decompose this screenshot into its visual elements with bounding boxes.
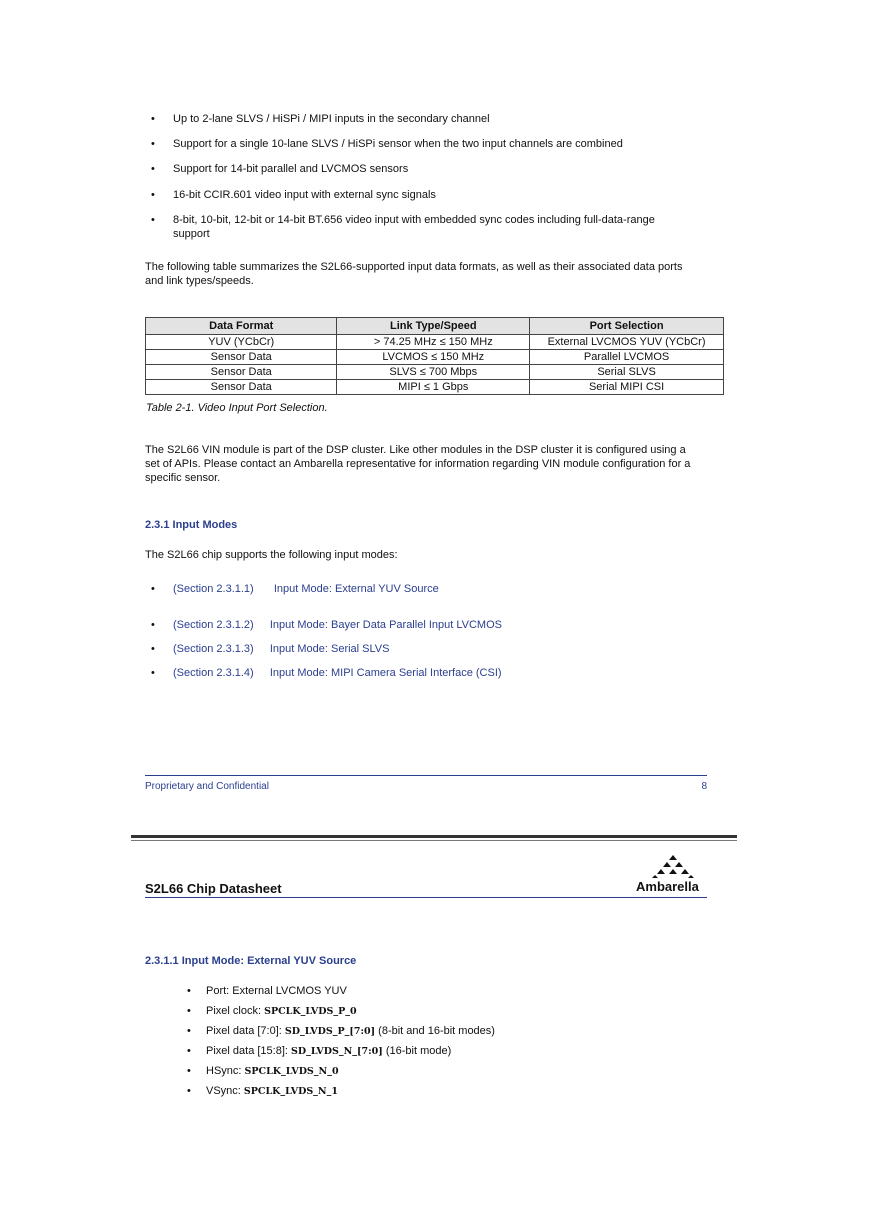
bullet-dot: • xyxy=(151,643,155,655)
mode-label: Input Mode: Serial SLVS xyxy=(269,643,390,655)
page-break-divider xyxy=(131,840,737,841)
vin-paragraph-line: set of APIs. Please contact an Ambarella representative for information regarding VIN module configuration for a xyxy=(145,458,691,470)
vin-paragraph-line: The S2L66 VIN module is part of the DSP cluster. Like other modules in the DSP cluster it is configured using a xyxy=(145,444,686,456)
subsection-heading: 2.3.1.1 Input Mode: External YUV Source xyxy=(145,955,357,967)
signal-label: Pixel data [15:8]: xyxy=(206,1045,291,1057)
bullet-dot: • xyxy=(187,1025,191,1037)
bullet-dot: • xyxy=(151,667,155,679)
signal-item xyxy=(206,1084,338,1099)
signal-item xyxy=(206,1064,339,1079)
signal-label: Port: External LVCMOS YUV xyxy=(206,985,347,997)
table-cell: Sensor Data xyxy=(146,350,337,365)
signal-label: VSync: xyxy=(206,1085,244,1097)
bullet-dot: • xyxy=(187,985,191,997)
mode-ref: (Section 2.3.1.4) xyxy=(173,667,254,679)
feature-bullet: • Support for 14-bit parallel and LVCMOS sensors xyxy=(173,162,408,177)
signal-name: SPCLK_LVDS_N_0 xyxy=(244,1066,339,1077)
page-break-divider xyxy=(131,835,737,838)
bullet-dot: • xyxy=(151,619,155,631)
column-header: Port Selection xyxy=(530,318,724,335)
table-cell: LVCMOS ≤ 150 MHz xyxy=(337,350,530,365)
vin-paragraph-line: specific sensor. xyxy=(145,472,221,484)
table-header-row xyxy=(146,318,724,335)
section-heading: 2.3.1 Input Modes xyxy=(145,519,238,531)
table-row xyxy=(146,365,724,380)
video-input-port-table xyxy=(145,317,724,395)
mode-link-section-2-3-1-4[interactable] xyxy=(173,666,502,681)
mode-label: Input Mode: Bayer Data Parallel Input LVCMOS xyxy=(269,619,502,631)
signal-item xyxy=(206,1024,495,1039)
feature-bullet: • 8-bit, 10-bit, 12-bit or 14-bit BT.656 video input with embedded sync codes including full-data-range xyxy=(173,213,655,228)
page-header-title: S2L66 Chip Datasheet xyxy=(145,881,282,896)
table-intro-line: The following table summarizes the S2L66-supported input data formats, as well as their associated data ports xyxy=(145,261,683,273)
signal-name: SD_LVDS_P_[7:0] xyxy=(284,1026,376,1037)
feature-bullet: • Up to 2-lane SLVS / HiSPi / MIPI inputs in the secondary channel xyxy=(173,112,490,127)
feature-bullet: • Support for a single 10-lane SLVS / HiSPi sensor when the two input channels are combined xyxy=(173,137,623,152)
mode-ref: (Section 2.3.1.3) xyxy=(173,643,254,655)
mode-link-section-2-3-1-2[interactable] xyxy=(173,618,502,633)
column-header: Data Format xyxy=(146,318,337,335)
table-cell: Sensor Data xyxy=(146,365,337,380)
bullet-dot: • xyxy=(187,1065,191,1077)
table-caption: Table 2-1. Video Input Port Selection. xyxy=(146,402,328,414)
mode-ref: (Section 2.3.1.2) xyxy=(173,619,254,631)
footer-page-number: 8 xyxy=(701,781,707,792)
signal-note: (8-bit and 16-bit modes) xyxy=(375,1025,495,1037)
table-cell: MIPI ≤ 1 Gbps xyxy=(337,380,530,395)
footer-rule xyxy=(145,775,707,776)
table-row xyxy=(146,380,724,395)
signal-name: SD_LVDS_N_[7:0] xyxy=(291,1046,383,1057)
bullet-dot: • xyxy=(187,1045,191,1057)
bullet-dot: • xyxy=(151,583,155,595)
feature-bullet-continuation: support xyxy=(173,228,210,240)
table-cell: Serial MIPI CSI xyxy=(530,380,724,395)
signal-name: SPCLK_LVDS_P_0 xyxy=(264,1006,357,1017)
modes-intro: The S2L66 chip supports the following input modes: xyxy=(145,549,398,561)
bullet-dot: • xyxy=(187,1005,191,1017)
table-cell: YUV (YCbCr) xyxy=(146,335,337,350)
signal-item xyxy=(206,1044,451,1059)
brand-name: Ambarella xyxy=(636,879,699,894)
table-intro-line: and link types/speeds. xyxy=(145,275,254,287)
table-cell: SLVS ≤ 700 Mbps xyxy=(337,365,530,380)
mode-label: Input Mode: External YUV Source xyxy=(273,583,439,595)
column-header: Link Type/Speed xyxy=(337,318,530,335)
table-row xyxy=(146,335,724,350)
table-cell: Sensor Data xyxy=(146,380,337,395)
mode-link-section-2-3-1-1[interactable] xyxy=(173,582,439,597)
table-cell: Serial SLVS xyxy=(530,365,724,380)
footer-confidential: Proprietary and Confidential xyxy=(145,781,269,792)
signal-label: HSync: xyxy=(206,1065,245,1077)
signal-label: Pixel data [7:0]: xyxy=(206,1025,285,1037)
feature-bullet: • 16-bit CCIR.601 video input with external sync signals xyxy=(173,188,436,203)
signal-name: SPCLK_LVDS_N_1 xyxy=(243,1086,338,1097)
mode-ref: (Section 2.3.1.1) xyxy=(173,583,254,595)
header-rule xyxy=(145,897,707,898)
table-row xyxy=(146,350,724,365)
mode-label: Input Mode: MIPI Camera Serial Interface (CSI) xyxy=(269,667,502,679)
bullet-dot: • xyxy=(187,1085,191,1097)
signal-item xyxy=(206,984,347,999)
table-cell: Parallel LVCMOS xyxy=(530,350,724,365)
signal-note: (16-bit mode) xyxy=(382,1045,452,1057)
signal-label: Pixel clock: xyxy=(206,1005,265,1017)
table-cell: > 74.25 MHz ≤ 150 MHz xyxy=(337,335,530,350)
table-cell: External LVCMOS YUV (YCbCr) xyxy=(530,335,724,350)
mode-link-section-2-3-1-3[interactable] xyxy=(173,642,390,657)
ambarella-logo-icon xyxy=(646,854,700,878)
signal-item xyxy=(206,1004,357,1019)
